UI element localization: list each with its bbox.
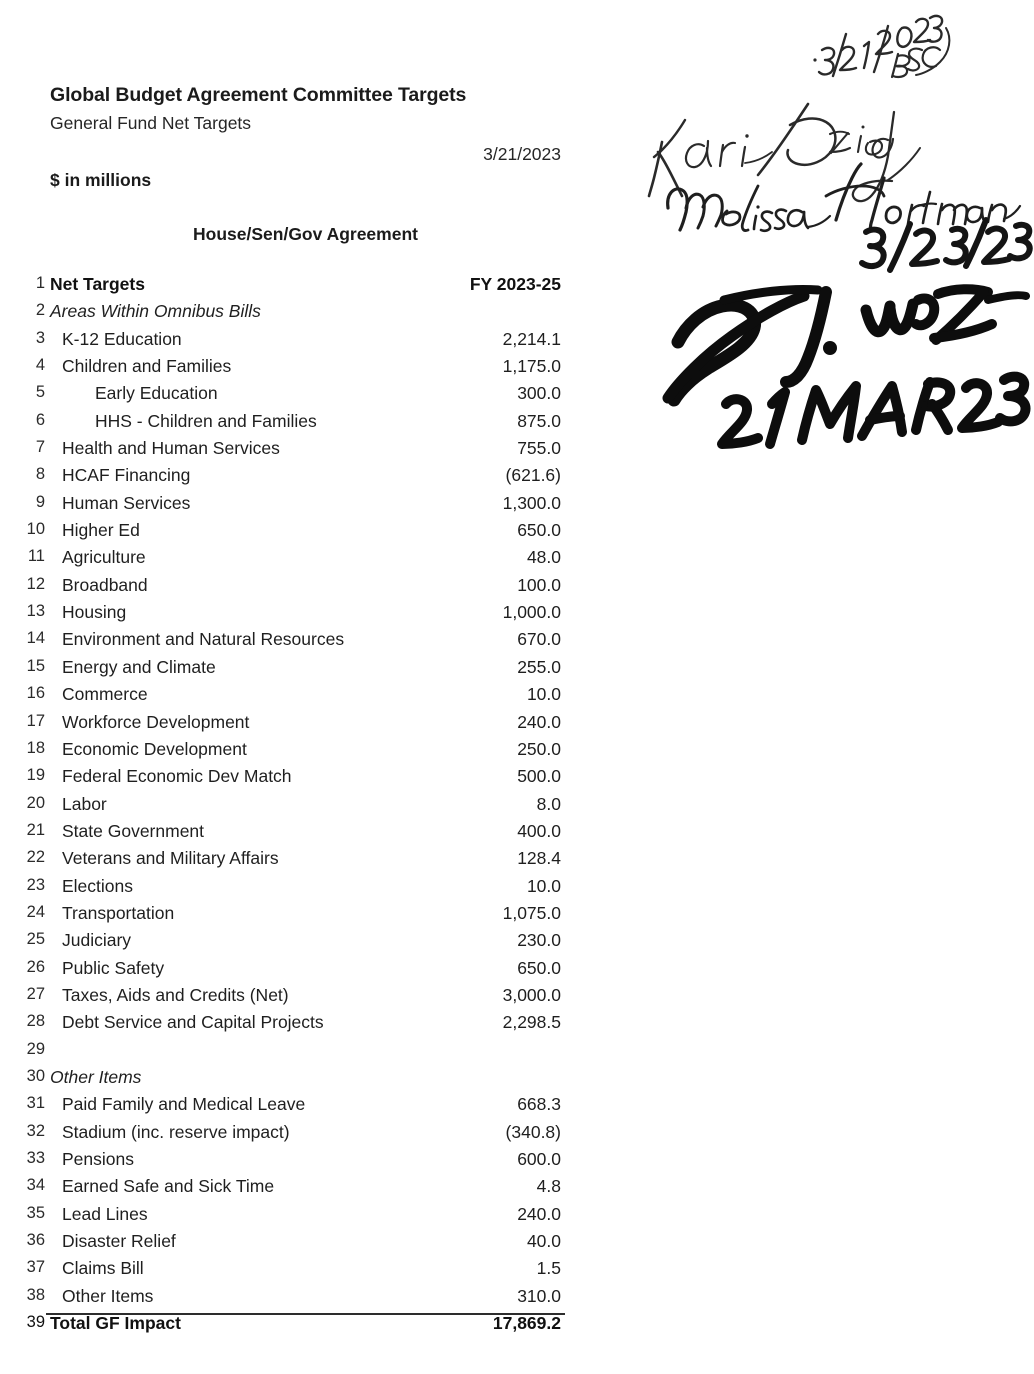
row-label: Economic Development [62, 738, 247, 759]
document-date: 3/21/2023 [483, 144, 561, 164]
signature-block [630, 0, 1034, 470]
table-row [0, 1231, 600, 1258]
table-row [0, 411, 600, 438]
row-label: State Government [62, 820, 205, 841]
signature-walz-date [722, 377, 1026, 444]
row-label: Higher Ed [62, 520, 140, 541]
row-value: 10.0 [526, 875, 561, 896]
row-number: 13 [26, 602, 45, 621]
row-value: 8.0 [536, 793, 561, 814]
row-number: 8 [35, 465, 45, 484]
table-row [0, 684, 600, 711]
row-label: Other Items [50, 1066, 142, 1087]
row-value: 1,000.0 [502, 602, 561, 623]
row-number: 14 [26, 629, 45, 648]
budget-table [0, 274, 600, 1340]
table-row [0, 821, 600, 848]
row-value: 600.0 [517, 1149, 561, 1169]
row-label: Public Safety [62, 957, 165, 978]
row-label: Earned Safe and Sick Time [62, 1176, 275, 1197]
table-row [0, 575, 600, 602]
row-number: 39 [26, 1313, 45, 1332]
table-row [0, 547, 600, 574]
table-row [0, 657, 600, 684]
table-row [0, 958, 600, 985]
row-value: 3,000.0 [502, 984, 561, 1005]
table-row [0, 1012, 600, 1039]
row-number: 33 [26, 1149, 45, 1167]
row-label: Disaster Relief [62, 1231, 176, 1252]
row-value: 240.0 [517, 711, 561, 732]
row-number: 11 [27, 547, 45, 566]
row-number: 18 [26, 738, 45, 757]
row-value: 240.0 [517, 1203, 561, 1224]
row-number: 12 [26, 574, 45, 593]
row-label: Lead Lines [62, 1203, 148, 1224]
row-label: Paid Family and Medical Leave [62, 1094, 306, 1115]
row-number: 6 [35, 410, 45, 429]
row-value: 4.8 [536, 1176, 561, 1197]
row-label: Transportation [62, 902, 175, 923]
row-number: 4 [35, 356, 45, 375]
row-value: 100.0 [517, 574, 561, 595]
table-row [0, 383, 600, 410]
table-row [0, 848, 600, 875]
row-value: (621.6) [505, 465, 561, 486]
row-value: 2,298.5 [502, 1012, 561, 1033]
row-value: FY 2023-25 [469, 274, 561, 294]
row-label: Judiciary [62, 930, 132, 951]
row-value: 255.0 [517, 656, 561, 677]
row-label: Other Items [62, 1285, 154, 1306]
row-label: Areas Within Omnibus Bills [50, 301, 261, 322]
table-row [0, 1040, 600, 1067]
row-value: 250.0 [517, 738, 561, 759]
row-label: Elections [62, 875, 134, 896]
table-row [0, 629, 600, 656]
table-row [0, 301, 600, 328]
table-row [0, 329, 600, 356]
row-value: 650.0 [517, 520, 561, 541]
row-number: 24 [26, 902, 45, 921]
row-value: 48.0 [526, 547, 561, 568]
table-row [0, 1067, 600, 1094]
row-label: Energy and Climate [62, 656, 216, 677]
row-number: 26 [26, 957, 45, 976]
table-row-total [0, 1313, 600, 1340]
row-number: 16 [26, 684, 45, 703]
row-label: Stadium (inc. reserve impact) [62, 1121, 290, 1142]
row-number: 22 [26, 848, 45, 867]
row-label: Environment and Natural Resources [62, 629, 345, 650]
table-row [0, 602, 600, 629]
row-label: Debt Service and Capital Projects [62, 1012, 324, 1033]
table-row [0, 465, 600, 492]
table-row [0, 712, 600, 739]
row-number: 27 [26, 984, 45, 1003]
row-value: 230.0 [517, 930, 561, 951]
row-label: Total GF Impact [50, 1313, 181, 1334]
table-row [0, 356, 600, 383]
table-row [0, 930, 600, 957]
row-value: 1,300.0 [502, 492, 561, 513]
table-row [0, 1122, 600, 1149]
row-value: 40.0 [526, 1231, 561, 1252]
row-number: 20 [26, 793, 45, 812]
row-number: 36 [26, 1231, 45, 1250]
row-number: 19 [26, 766, 45, 785]
table-row [0, 1258, 600, 1285]
table-row [0, 1149, 600, 1176]
signature-melissa-date [862, 220, 1030, 270]
agreement-column-header: House/Sen/Gov Agreement [193, 224, 418, 244]
row-number: 23 [26, 875, 45, 894]
row-value: 17,869.2 [492, 1313, 561, 1334]
row-label: Claims Bill [62, 1258, 144, 1279]
row-value: 875.0 [517, 410, 561, 431]
table-row [0, 985, 600, 1012]
table-row [0, 274, 600, 301]
row-value: 1.5 [536, 1258, 561, 1279]
signature-kari-dziedzic [649, 104, 920, 201]
row-label: Taxes, Aids and Credits (Net) [62, 984, 289, 1005]
row-value: 1,075.0 [502, 902, 561, 923]
table-row [0, 1094, 600, 1121]
row-number: 28 [26, 1012, 45, 1031]
row-number: 1 [35, 274, 45, 292]
row-number: 3 [35, 328, 45, 347]
row-label: Veterans and Military Affairs [62, 848, 279, 869]
table-row [0, 1204, 600, 1231]
row-value: 670.0 [517, 629, 561, 650]
row-value: 1,175.0 [502, 356, 561, 377]
row-number: 9 [35, 492, 45, 511]
table-row [0, 739, 600, 766]
table-row [0, 520, 600, 547]
row-label: Children and Families [62, 356, 232, 377]
row-value: 500.0 [517, 766, 561, 787]
row-label: Health and Human Services [62, 438, 280, 459]
table-row [0, 1176, 600, 1203]
row-number: 38 [26, 1285, 45, 1304]
row-label: Housing [62, 602, 127, 623]
row-value: 668.3 [517, 1094, 561, 1115]
row-number: 32 [26, 1121, 45, 1140]
row-label: Human Services [62, 492, 191, 513]
row-label: Pensions [62, 1149, 134, 1169]
signature-kari-date [813, 16, 949, 77]
table-row [0, 1286, 600, 1313]
row-label: HCAF Financing [62, 465, 191, 486]
row-label: Early Education [95, 383, 218, 404]
row-label: Labor [62, 793, 107, 814]
row-label: HHS - Children and Families [95, 410, 317, 431]
row-label: Net Targets [50, 274, 145, 294]
row-number: 25 [26, 930, 45, 949]
row-label: Broadband [62, 574, 148, 595]
row-number: 7 [35, 438, 45, 457]
row-number: 10 [26, 520, 45, 539]
row-number: 21 [26, 820, 45, 839]
row-value: 310.0 [517, 1285, 561, 1306]
row-number: 34 [26, 1176, 45, 1195]
row-number: 5 [35, 383, 45, 402]
units-note: $ in millions [50, 170, 152, 190]
row-value: 300.0 [517, 383, 561, 404]
page-title: Global Budget Agreement Committee Targets [50, 84, 467, 106]
signature-melissa-hortman [668, 164, 1020, 231]
row-number: 31 [26, 1094, 45, 1113]
row-value: 2,214.1 [502, 328, 561, 349]
row-number: 17 [26, 711, 45, 730]
table-row [0, 438, 600, 465]
row-number: 35 [26, 1203, 45, 1222]
row-value: 128.4 [517, 848, 561, 869]
row-label: K-12 Education [62, 328, 182, 349]
row-label: Workforce Development [62, 711, 250, 732]
row-value: 10.0 [526, 684, 561, 705]
row-label: Federal Economic Dev Match [62, 766, 292, 787]
row-label: Commerce [62, 684, 148, 705]
table-row [0, 766, 600, 793]
row-number: 2 [35, 301, 45, 320]
row-number: 15 [26, 656, 45, 675]
row-value: 650.0 [517, 957, 561, 978]
row-label: Agriculture [62, 547, 146, 568]
table-row [0, 493, 600, 520]
row-number: 30 [26, 1066, 45, 1085]
table-row [0, 794, 600, 821]
row-number: 37 [26, 1258, 45, 1277]
table-row [0, 876, 600, 903]
row-value: 755.0 [517, 438, 561, 459]
row-value: 400.0 [517, 820, 561, 841]
row-number: 29 [26, 1039, 45, 1058]
table-row [0, 903, 600, 930]
row-value: (340.8) [505, 1121, 561, 1142]
page-subtitle: General Fund Net Targets [50, 113, 252, 133]
